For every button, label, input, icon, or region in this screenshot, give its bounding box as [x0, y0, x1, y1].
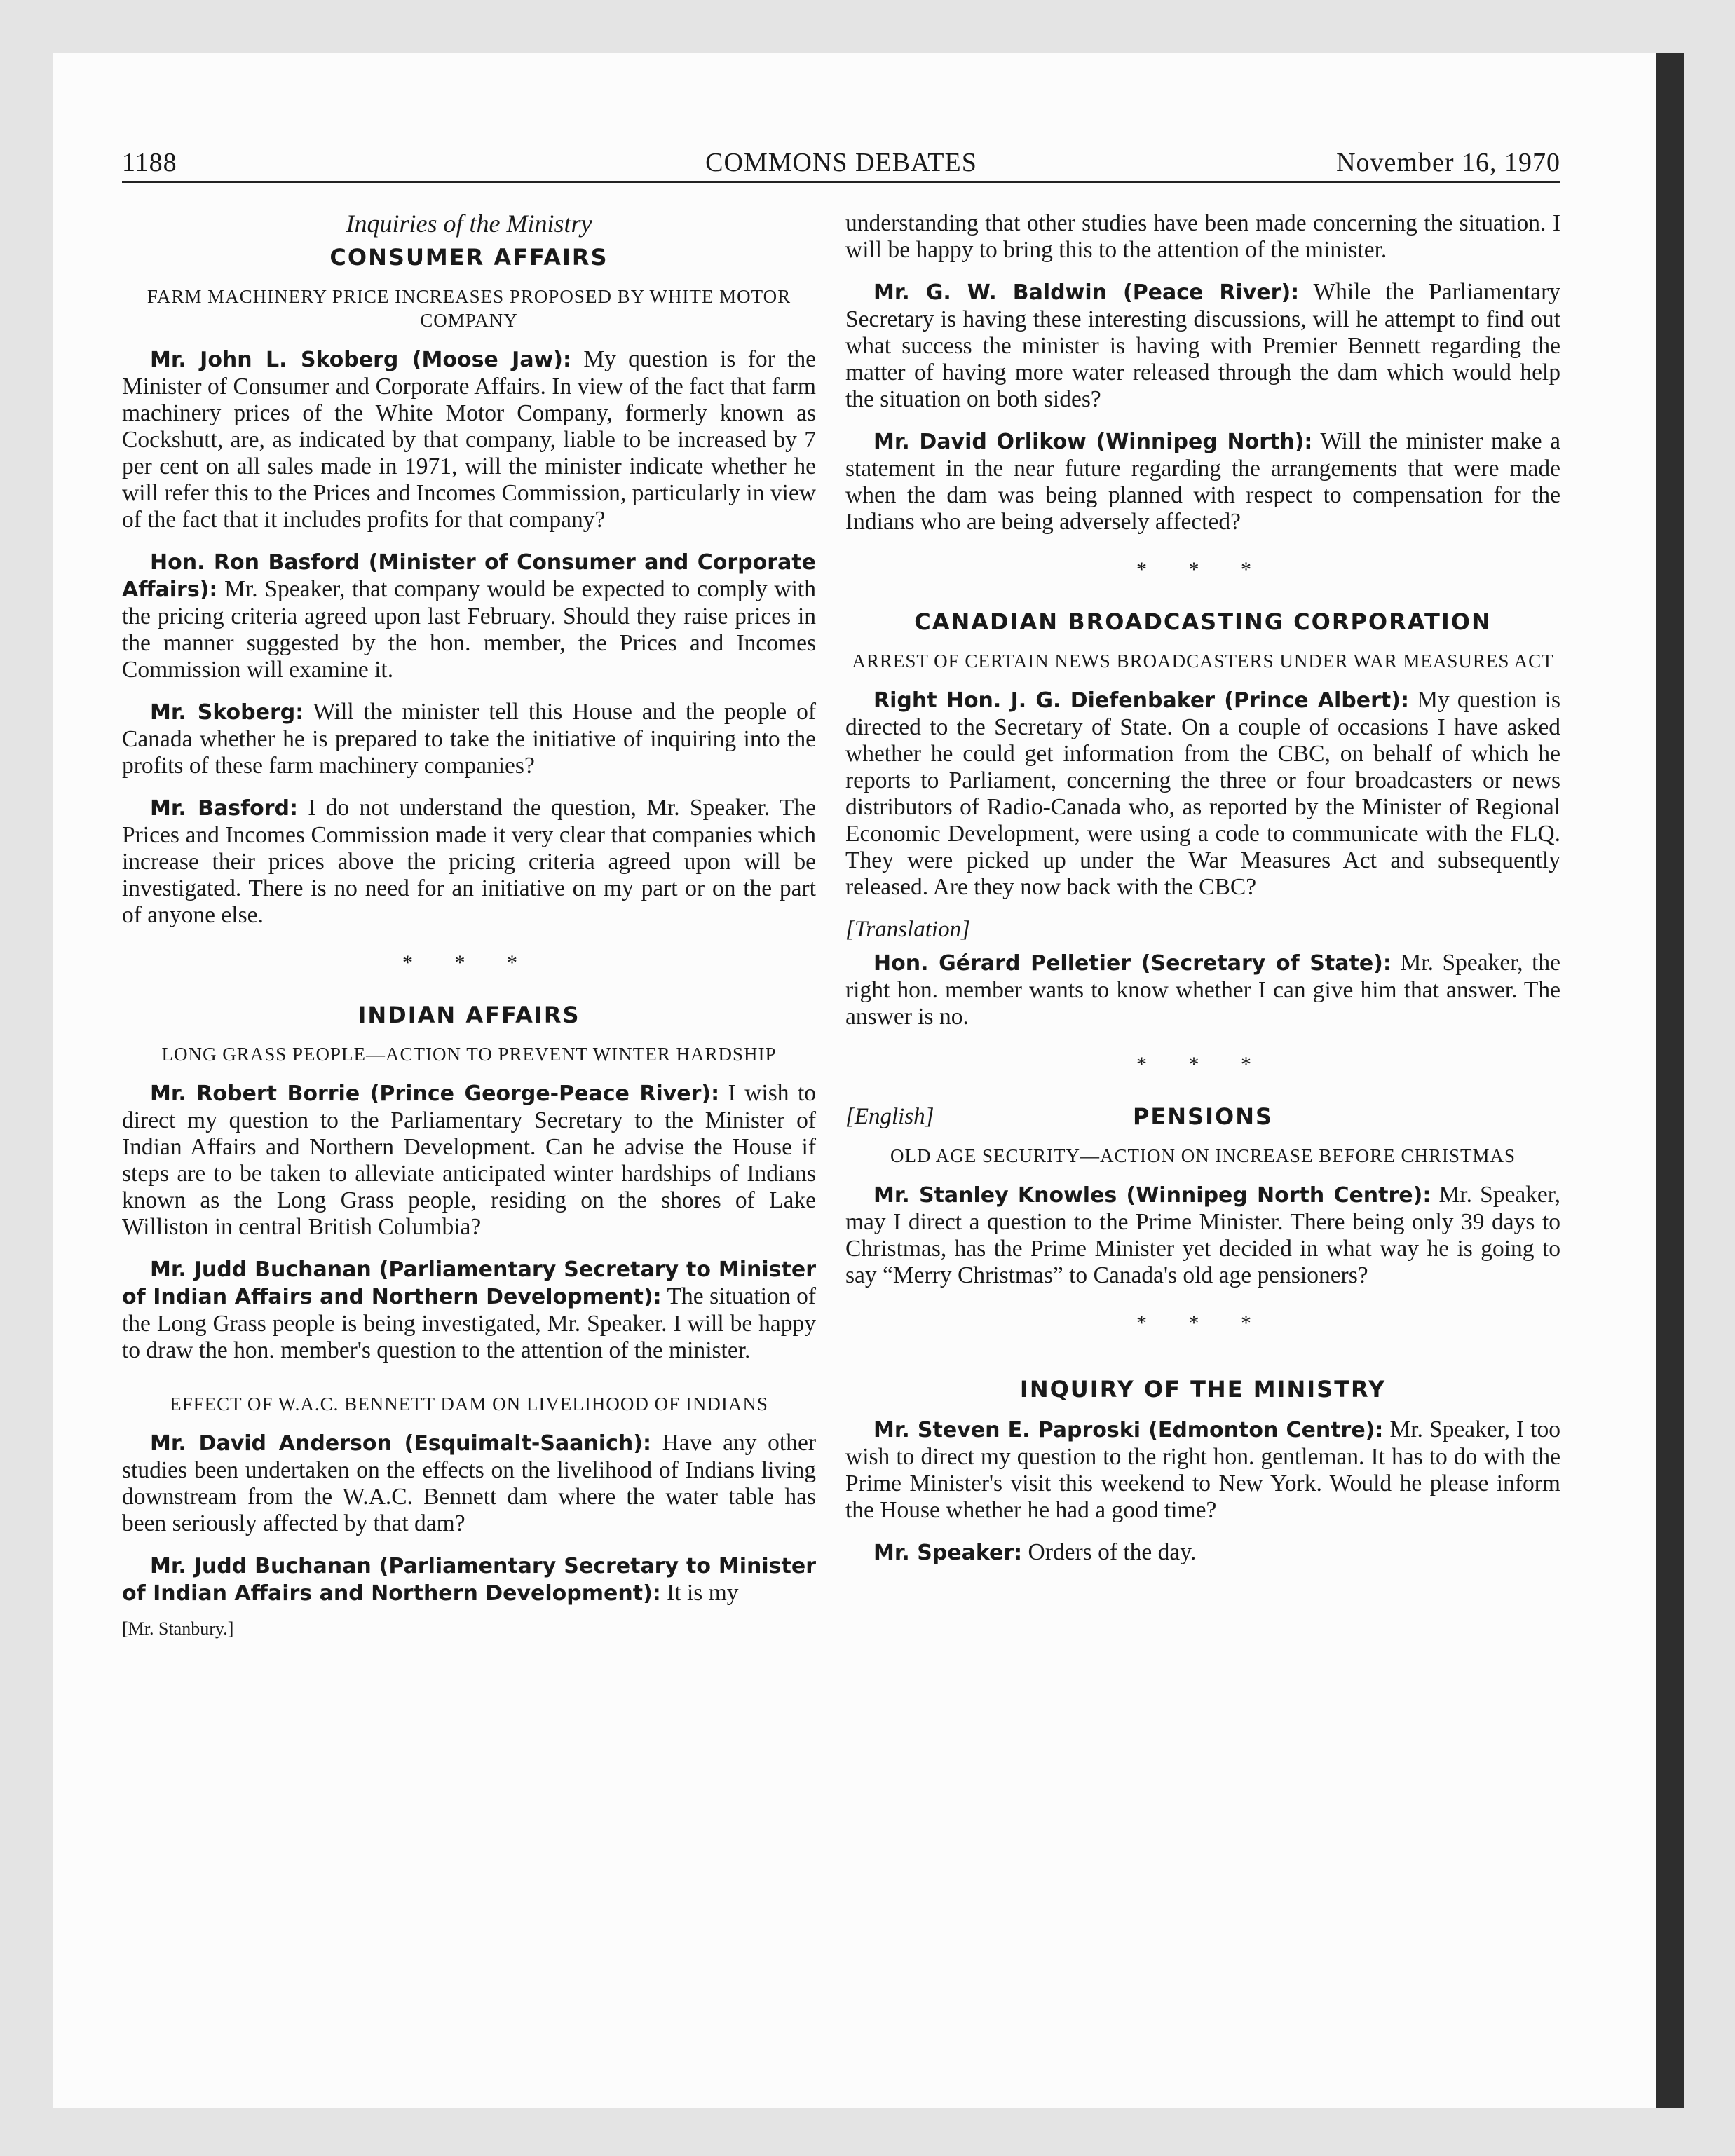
speech-paragraph	[845, 950, 1560, 1030]
speaker-name: Mr. Robert Borrie (Prince George-Peace River):	[150, 1082, 720, 1106]
speaker-name: Mr. John L. Skoberg (Moose Jaw):	[150, 348, 571, 372]
speech-text: My question is directed to the Secretary of State. On a couple of occasions I have asked whether he could get information from the CBC, on behalf of which he reports to Parliament, concerning the three or four broadcasters or news distributors of Radio-Canada who, as reported by the Minister of Regional Economic Development, were using a code to communicate with the FLQ. They were picked up under the War Measures Act and subsequently released. Are they now back with the CBC?	[845, 687, 1561, 900]
topic-heading: CONSUMER AFFAIRS	[329, 244, 608, 271]
topic-heading: CANADIAN BROADCASTING CORPORATION	[914, 608, 1492, 635]
subtopic-heading: LONG GRASS PEOPLE—ACTION TO PREVENT WINTER HARDSHIP	[161, 1044, 777, 1065]
subtopic-heading: OLD AGE SECURITY—ACTION ON INCREASE BEFORE CHRISTMAS	[890, 1145, 1516, 1166]
footer-note: [Mr. Stanbury.]	[122, 1618, 234, 1639]
speech-text: Mr. Speaker, that company would be expected to comply with the pricing criteria agreed upon last February. Should they raise prices in the manner suggested by the hon. member, the Prices and Incomes Commission will examine it.	[122, 576, 816, 683]
section-separator: * * *	[1136, 558, 1270, 581]
speech-paragraph	[845, 1539, 1560, 1567]
speech-paragraph	[122, 795, 816, 929]
speech-paragraph	[122, 346, 816, 533]
subtopic-heading: EFFECT OF W.A.C. BENNETT DAM ON LIVELIHOOD OF INDIANS	[170, 1393, 768, 1414]
speaker-name: Mr. Speaker:	[873, 1541, 1023, 1565]
scan-edge-bar	[1656, 53, 1684, 2108]
speech-text: Mr. Speaker, the right hon. member wants to know whether I can give him that answer. The answer is no.	[845, 950, 1560, 1030]
speaker-name: Mr. Basford:	[150, 796, 298, 821]
speaker-name: Mr. David Orlikow (Winnipeg North):	[873, 430, 1313, 454]
speaker-name: Hon. Gérard Pelletier (Secretary of State):	[873, 951, 1392, 976]
speech-paragraph	[845, 1182, 1560, 1289]
speech-text: I wish to direct my question to the Parliamentary Secretary to the Minister of Indian Affairs and Northern Development. Can he advise the House if steps are to be taken to alleviate anticipated winter hardships of Indians known as the Long Grass people, residing on the shores of Lake Williston in central British Columbia?	[122, 1080, 817, 1240]
speech-text: Mr. Speaker, I too wish to direct my question to the right hon. gentleman. It has to do with the Prime Minister's visit this weekend to New York. Would he please inform the House whether he had a good time?	[845, 1417, 1560, 1523]
speech-text: Will the minister tell this House and the people of Canada whether he is prepared to take the initiative of inquiring into the profits of these farm machinery companies?	[122, 699, 816, 779]
right-column: understanding that other studies have been made concerning the situation. I will be happy to bring this to the attention of the minister. Mr. G. W. Baldwin (Peace River): While the Parliamentary Secretary is having these interesting discussions, will he attempt to find out what success the minister is having with Premier Bennett regarding the matter of having more water released through the dam which would help the situation on both sides? Mr. David Orlikow (Winnipeg North): Will the minister make a statement in the near future regarding the arrangements that were made when the dam was being planned with respect to compensation for the Indians who are being adversely affected? * * * CANADIAN BROADCASTING CORPORATION ARREST OF CERTAIN NEWS BROADCASTERS UNDER WAR MEASURES ACT Right Hon. J. G. Diefenbaker (Prince Albert): My question is directed to the Secretary of State. On a couple of occasions I have asked whether he could get information from the CBC, on behalf of which he reports to Parliament, concerning the three or four broadcasters or news distributors of Radio-Canada who, as reported by the Minister of Regional Economic Development, were using a code to communicate with the FLQ. They were picked up under the War Measures Act and subsequently released. Are they now back with the CBC? [Translation] Hon. Gérard Pelletier (Secretary of State): Mr. Speaker, the right hon. member wants to know whether I can give him that answer. The answer is no. * * * [English] PENSIONS OLD AGE SECURITY—ACTION ON INCREASE BEFORE CHRISTMAS Mr. Stanley Knowles (Winnipeg North Centre): Mr. Speaker, may I direct a question to the Prime Minister. There being only 39 days to Christmas, has the Prime Minister yet decided in what way he is going to say “Merry Christmas” to Canada's old age pensioners? * * * INQUIRY OF THE MINISTRY Mr. Steven E. Paproski (Edmonton Centre): Mr. Speaker, I too wish to direct my question to the right hon. gentleman. It has to do with the Prime Minister's visit this weekend to New York. Would he please inform the House whether he had a good time? Mr. Speaker: Orders of the day.	[845, 210, 1561, 1565]
speech-text: Orders of the day.	[1022, 1539, 1197, 1565]
speech-text: While the Parliamentary Secretary is having these interesting discussions, will he attempt to find out what success the minister is having with Premier Bennett regarding the matter of having more water released through the dam which would help the situation on both sides?	[845, 279, 1561, 412]
speech-text: Will the minister make a statement in the near future regarding the arrangements that were made when the dam was being planned with respect to compensation for the Indians who are being adversely affected?	[845, 428, 1560, 535]
speech-paragraph	[845, 279, 1560, 413]
speech-text: Mr. Speaker, may I direct a question to the Prime Minister. There being only 39 days to Christmas, has the Prime Minister yet decided in what way he is going to say “Merry Christmas” to Canada's old age pensioners?	[845, 1182, 1560, 1288]
page-number: 1188	[122, 148, 177, 177]
topic-heading: INDIAN AFFAIRS	[358, 1002, 580, 1028]
speaker-name: Right Hon. J. G. Diefenbaker (Prince Albert):	[873, 688, 1409, 713]
page-date: November 16, 1970	[1336, 148, 1560, 177]
subtopic-heading: ARREST OF CERTAIN NEWS BROADCASTERS UNDER WAR MEASURES ACT	[852, 650, 1554, 671]
speech-text: The situation of the Long Grass people is being investigated, Mr. Speaker. I will be happy to draw the hon. member's question to the attention of the minister.	[122, 1283, 816, 1363]
speaker-name: Mr. G. W. Baldwin (Peace River):	[873, 280, 1300, 305]
speech-paragraph	[845, 1417, 1560, 1524]
speech-paragraph	[122, 699, 816, 779]
speech-paragraph	[122, 1553, 816, 1607]
publication-title: COMMONS DEBATES	[705, 148, 977, 177]
speech-paragraph	[122, 1080, 816, 1241]
speaker-name: Mr. Steven E. Paproski (Edmonton Centre):	[873, 1418, 1384, 1442]
speaker-name: Mr. David Anderson (Esquimalt-Saanich):	[150, 1431, 651, 1456]
section-separator: * * *	[1136, 1311, 1270, 1335]
speech-text: It is my	[660, 1580, 739, 1606]
page-header	[122, 147, 1560, 183]
speech-paragraph	[122, 1256, 816, 1364]
speech-text: Have any other studies been undertaken on the effects on the livelihood of Indians living downstream from the W.A.C. Bennett dam where the water table has been seriously affected by that dam?	[122, 1430, 816, 1536]
section-separator: * * *	[402, 951, 536, 974]
speech-text: I do not understand the question, Mr. Speaker. The Prices and Incomes Commission made it very clear that companies which increase their prices above the pricing criteria agreed upon will be investigated. There is no need for an initiative on my part or on the part of anyone else.	[122, 795, 817, 928]
speech-paragraph	[122, 1430, 816, 1537]
speech-paragraph	[122, 549, 816, 683]
left-column	[122, 210, 816, 1642]
speaker-name: Mr. Skoberg:	[150, 700, 304, 725]
continuation-paragraph: understanding that other studies have been made concerning the situation. I will be happy to bring this to the attention of the minister.	[845, 210, 1560, 263]
subtopic-heading: FARM MACHINERY PRICE INCREASES PROPOSED BY WHITE MOTOR COMPANY	[147, 286, 791, 331]
speaker-name: Hon. Ron Basford (Minister of Consumer and Corporate Affairs):	[122, 550, 816, 602]
speech-paragraph	[845, 428, 1560, 535]
speaker-name: Mr. Stanley Knowles (Winnipeg North Centre):	[873, 1183, 1431, 1208]
speech-text: My question is for the Minister of Consumer and Corporate Affairs. In view of the fact that farm machinery prices of the White Motor Company, formerly known as Cockshutt, are, as indicated by that company, liable to be increased by 7 per cent on all sales made in 1971, will the minister indicate whether he will refer this to the Prices and Incomes Commission, particularly in view of the fact that it includes profits for that company?	[122, 346, 816, 533]
section-heading: Inquiries of the Ministry	[346, 210, 592, 238]
translation-label: [Translation]	[845, 917, 970, 942]
topic-heading: PENSIONS	[1132, 1103, 1274, 1130]
section-separator: * * *	[1136, 1053, 1270, 1076]
topic-heading: INQUIRY OF THE MINISTRY	[1019, 1376, 1387, 1403]
speaker-name: Mr. Judd Buchanan (Parliamentary Secretary to Minister of Indian Affairs and Northern Development):	[122, 1257, 816, 1309]
speech-paragraph	[845, 687, 1560, 901]
speaker-name: Mr. Judd Buchanan (Parliamentary Secretary to Minister of Indian Affairs and Northern Development):	[122, 1554, 816, 1606]
